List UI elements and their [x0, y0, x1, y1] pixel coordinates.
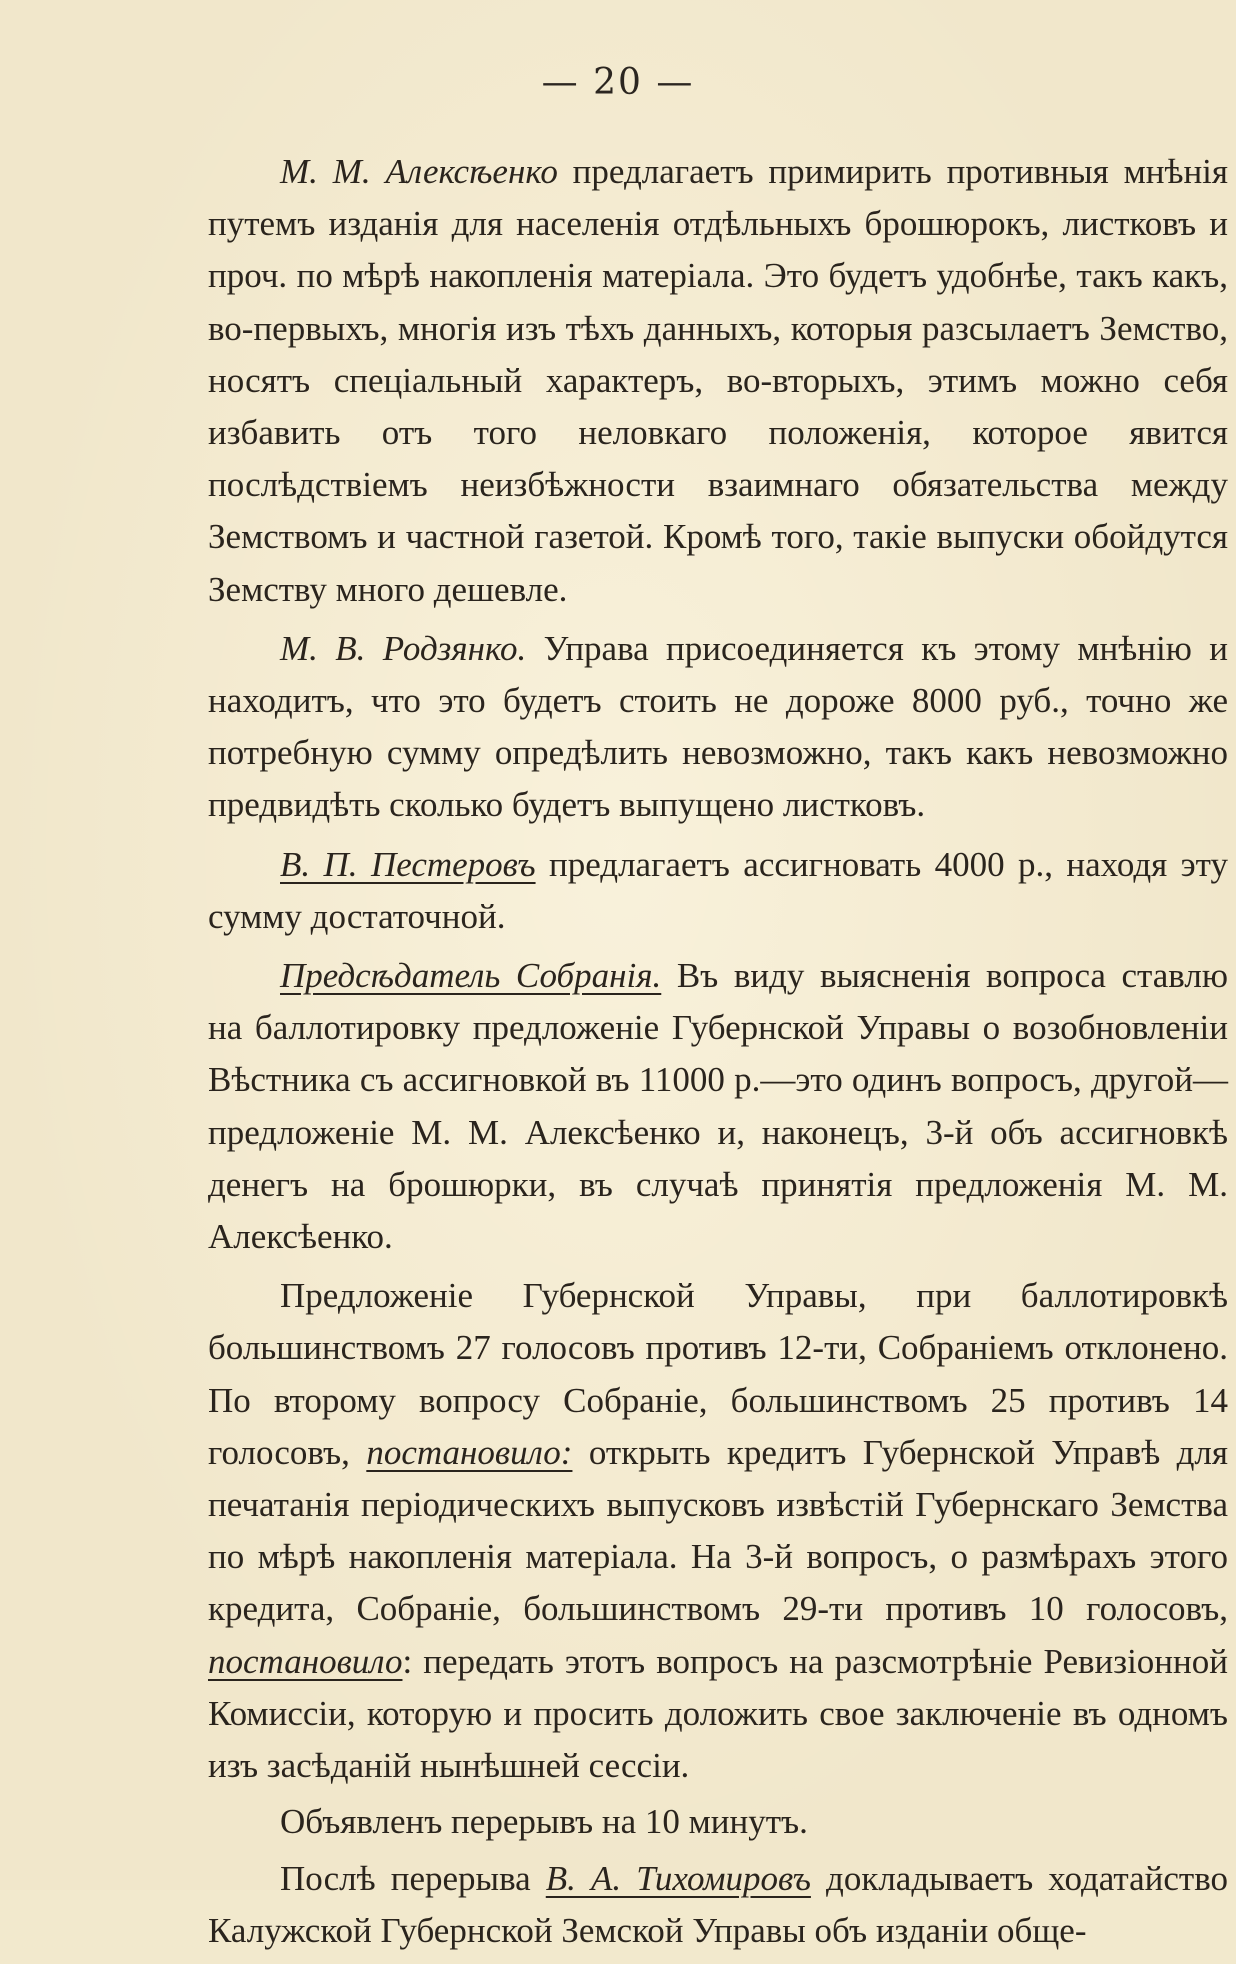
paragraph-text: предлагаетъ ассигновать 4000 р., находя эту сумму достаточной. — [208, 844, 1228, 936]
paragraph-text: Объявленъ перерывъ на 10 минутъ. — [280, 1802, 808, 1842]
paragraph-alekseenko — [208, 146, 1228, 616]
paragraph-rodzyanko — [208, 623, 1228, 832]
speaker-name: В. П. Пестеровъ — [280, 844, 536, 884]
resolution-word: постановило: — [366, 1432, 573, 1472]
paragraph-resolution — [208, 1270, 1228, 1792]
paragraph-text: Предложеніе Губернской Управы, при баллотировкѣ большинствомъ 27 голосовъ противъ 12-ти, Собраніемъ отклонено. По второму вопросу Собраніе, большинствомъ 25 противъ 14 голосовъ, — [208, 1276, 1228, 1472]
document-body — [208, 146, 1228, 1964]
page-number: — 20 — — [541, 62, 695, 103]
paragraph-text: докладываетъ ходатайство Калужской Губернской Земской Управы объ изданіи обще- — [208, 1858, 1228, 1950]
speaker-name: М. М. Алексѣенко — [280, 152, 558, 191]
paragraph-break — [208, 1796, 1228, 1848]
paragraph-text: Послѣ перерыва — [280, 1858, 546, 1898]
speaker-name: Предсѣдатель Собранія. — [280, 956, 662, 996]
paragraph-text: Управа присоединяется къ этому мнѣнію и находитъ, что это будетъ стоить не дороже 8000 руб., точно же потребную сумму опредѣлить невозможно, такъ какъ невозможно предвидѣть сколько будетъ выпущено листковъ. — [208, 628, 1228, 825]
paragraph-chairman — [208, 950, 1228, 1263]
resolution-word: постановило — [208, 1641, 403, 1681]
paragraph-text: Въ виду выясненія вопроса ставлю на баллотировку предложеніе Губернской Управы о возобновленіи Вѣстника съ ассигновкой въ 11000 р.—это одинъ вопросъ, другой—предложеніе М. М. Алексѣенко и, наконецъ, 3-й объ ассигновкѣ денегъ на брошюрки, въ случаѣ принятія предложенія М. М. Алексѣенко. — [208, 956, 1228, 1257]
speaker-name: В. А. Тихомировъ — [545, 1858, 811, 1898]
paragraph-tikhomirov — [208, 1853, 1228, 1957]
speaker-name: М. В. Родзянко. — [280, 628, 527, 668]
paragraph-pesterov — [208, 839, 1228, 943]
paragraph-text: открыть кредитъ Губернской Управѣ для печатанія періодическихъ выпусковъ извѣстій Губернскаго Земства по мѣрѣ накопленія матеріала. На 3-й вопросъ, о размѣрахъ этого кредита, Собраніе, большинствомъ 29-ти противъ 10 голосовъ, — [208, 1432, 1228, 1629]
paragraph-text: : передать этотъ вопросъ на разсмотрѣніе Ревизіонной Комиссіи, которую и просить доложить свое заключеніе въ одномъ изъ засѣданій нынѣшней сессіи. — [208, 1641, 1228, 1786]
paragraph-text: предлагаетъ примирить противныя мнѣнія путемъ изданія для населенія отдѣльныхъ брошюрокъ, листковъ и проч. по мѣрѣ накопленія матеріала. Это будетъ удобнѣе, такъ какъ, во-первыхъ, многія изъ тѣхъ данныхъ, которыя разсылаетъ Земство, носятъ спеціальный характеръ, во-вторыхъ, этимъ можно себя избавить отъ того неловкаго положенія, которое явится послѣдствіемъ неизбѣжности взаимнаго обязательства между Земствомъ и частной газетой. Кромѣ того, такіе выпуски обойдутся Земству много дешевле. — [208, 152, 1228, 609]
